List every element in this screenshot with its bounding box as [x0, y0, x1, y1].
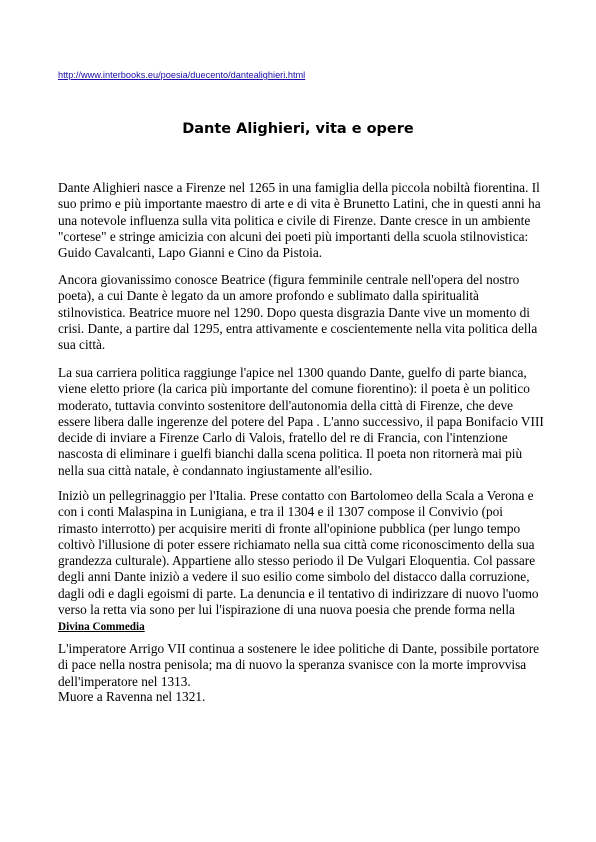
paragraph-beatrice: Ancora giovanissimo conosce Beatrice (figura femminile centrale nell'opera del nostro poeta), a cui Dante è legato da un amore profondo e sublimato dalla spiritualità stilnovistica. Beatrice muore nel 1290. Dopo questa disgrazia Dante vive un momento di crisi. Dante, a partire dal 1295, entra attivamente e coscientemente nella vita politica della sua città.: [58, 272, 538, 353]
divina-commedia-link[interactable]: Divina Commedia: [58, 621, 145, 634]
paragraph-birth: Dante Alighieri nasce a Firenze nel 1265 in una famiglia della piccola nobiltà fiorentina. Il suo primo e più importante maestro di arte e di vita è Brunetto Latini, che in questi anni ha una notevole influenza sulla vita politica e civile di Firenze. Dante cresce in un ambiente "cortese" e stringe amicizia con alcuni dei poeti più importanti della scuola stilnovistica: Guido Cavalcanti, Lapo Gianni e Cino da Pistoia.: [58, 180, 541, 261]
paragraph-arrigo: L'imperatore Arrigo VII continua a sostenere le idee politiche di Dante, possibile portatore di pace nella nostra penisola; ma di nuovo la speranza svanisce con la morte improvvisa dell'imperatore nel 1313.: [58, 641, 540, 689]
page-title: Dante Alighieri, vita e opere: [182, 121, 414, 137]
source-url-link[interactable]: http://www.interbooks.eu/poesia/duecento/dantealighieri.html: [58, 70, 306, 80]
paragraph-political-career: La sua carriera politica raggiunge l'apice nel 1300 quando Dante, guelfo di parte bianca, viene eletto priore (la carica più importante del comune fiorentino): il poeta è un politico moderato, tuttavia convinto sostenitore dell'autonomia della città di Firenze, che deve essere libera dalle ingerenze del potere del Papa . L'anno successivo, il papa Bonifacio VIII decide di inviare a Firenze Carlo di Valois, fratello del re di Francia, con l'intenzione nascosta di eliminare i guelfi bianchi dalla scena politica. Il poeta non ritornerà mai più nella sua città natale, è condannato ingiustamente all'esilio.: [58, 365, 544, 478]
paragraph-exile-text: Iniziò un pellegrinaggio per l'Italia. Prese contatto con Bartolomeo della Scala a Verona e con i conti Malaspina in Lunigiana, e tra il 1304 e il 1307 compose il Convivio (poi rimasto interrotto) per acquisire meriti di fronte all'opinione pubblica (per lungo tempo coltivò l'illusione di poter essere richiamato nella sua città come riconoscimento della sua grandezza culturale). Appartiene allo stesso periodo il De Vulgari Eloquentia. Col passare degli anni Dante iniziò a vedere il suo esilio come simbolo del distacco dalla corruzione, dagli odi e dagli egoismi di parte. La denuncia e il tentativo di indirizzare di nuovo l'uomo verso la retta via sono per lui l'ispirazione di una nuova poesia che prende forma nella: [58, 488, 539, 618]
paragraph-death: Muore a Ravenna nel 1321.: [58, 689, 206, 704]
paragraph-exile: [58, 488, 544, 636]
